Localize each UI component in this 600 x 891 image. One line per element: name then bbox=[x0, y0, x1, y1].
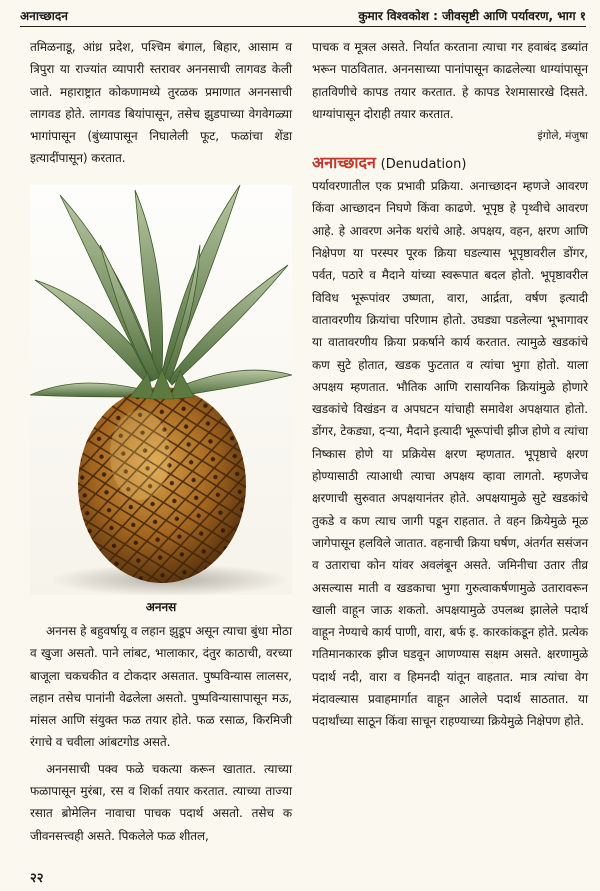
header-section-title: अनाच्छादन bbox=[20, 9, 68, 23]
left-column-top bbox=[30, 36, 292, 174]
left-paragraph-2: अननस हे बहुवर्षायू व लहान झुडूप असून त्याचा बुंधा मोठा व खुजा असतो. पाने लांबट, भालाकार, दंतुर काठाची, वरच्या बाजूला चकचकीत व टोकदार असतात. पुष्पविन्यास लालसर, लहान तसेच पानांनी वेढलेला असतो. पुष्पविन्यासापासून मऊ, मांसल आणि संयुक्त फळ तयार होते. फळ रसाळ, किरमिजी रंगाचे व चवीला आंबटगोड असते. bbox=[30, 624, 292, 750]
entry-title-marathi: अनाच्छादन bbox=[312, 153, 376, 173]
entry-heading bbox=[312, 151, 588, 173]
running-header bbox=[20, 4, 586, 27]
left-paragraph-3: अननसाची पक्व फळे चकत्या करून खातात. त्याच्या फळापासून मुरंबा, रस व शिर्का तयार करतात. त्याच्या ताज्या रसात ब्रोमेलिन नावाचा पाचक पदार्थ असतो. तसेच क जीवनसत्त्वही असते. पिकलेले फळ शीतल, bbox=[30, 761, 292, 843]
page-number: २२ bbox=[30, 871, 44, 886]
right-paragraph-1: पाचक व मूत्रल असते. निर्यात करताना त्याचा गर हवाबंद डब्यांत भरून पाठवितात. अननसाच्या पानांपासून काढलेल्या धाग्यांपासून हातविणीचे कापड तयार करतात. हे कापड रेशमासारखे दिसते. धाग्यांपासून दोराही तयार करतात. bbox=[312, 40, 588, 121]
left-column-bottom bbox=[30, 620, 292, 851]
left-paragraph-1: तमिळनाडू, आंध्र प्रदेश, पश्चिम बंगाल, बिहार, आसाम व त्रिपुरा या राज्यांत व्यापारी स्तरावर अननसाची लागवड केली जाते. महाराष्ट्रात कोकणामध्ये तुरळक प्रमाणात अननसाची लागवड होते. लागवड बियांपासून, तसेच झुडपाच्या वेगवेगळ्या भागांपासून (बुंध्यापासून निघालेली फूट, फळांचा शेंडा इत्यादींपासून) करतात. bbox=[30, 40, 292, 166]
header-book-title: कुमार विश्वकोश : जीवसृष्टी आणि पर्यावरण, भाग १ bbox=[358, 9, 586, 23]
right-paragraph-2: पर्यावरणातील एक प्रभावी प्रक्रिया. अनाच्छादन म्हणजे आवरण किंवा आच्छादन निघणे किंवा काढणे. भूपृष्ठ हे पृथ्वीचे आवरण आहे. हे आवरण अनेक थरांचे आहे. अपक्षय, वहन, क्षरण आणि निक्षेपण या परस्पर पूरक क्रिया घडल्यास भूपृष्ठावरील डोंगर, पर्वत, पठारे व मैदाने यांच्या स्वरूपात बदल होतो. भूपृष्ठावरील विविध भूरूपांवर उष्णता, वारा, आर्द्रता, वर्षण इत्यादी वातावरणीय क्रियांचा परिणाम होतो. उघड्या पडलेल्या भूभागावर या वातावरणीय क्रिया प्रकर्षाने कार्य करतात. त्यामुळे खडकांचे कण सुटे होतात, खडक फुटतात व त्यांचा भुगा होतो. याला अपक्षय म्हणतात. भौतिक आणि रासायनिक क्रियांमुळे होणारे खडकांचे विखंडन व अपघटन यांचाही समावेश अपक्षयात होतो. डोंगर, टेकड्या, दऱ्या, मैदाने इत्यादी भूरूपांची झीज होणे व त्यांचा निष्कास होणे या प्रक्रियेस क्षरण म्हणतात. भूपृष्ठाचे क्षरण होण्यासाठी त्याआधी त्याचा अपक्षय व्हावा लागतो. म्हणजेच क्षरणाची सुरुवात अपक्षयानंतर होते. अपक्षयामुळे सुटे खडकांचे तुकडे व कण त्याच जागी पडून राहतात. ते वहन क्रियेमुळे मूळ जागेपासून हलविले जातात. वहनाची क्रिया घर्षण, अंतर्गत ससंजन व उताराचा कोन यांवर अवलंबून असते. जमिनीचा उतार तीव्र असल्यास माती व खडकाचा भुगा गुरुत्वाकर्षणामुळे उतारावरून खाली वाहून जाऊ शकतो. अपक्षयामुळे उपलब्ध झालेले पदार्थ वाहून नेण्याचे कार्य पाणी, वारा, बर्फ इ. कारकांकडून होते. प्रत्येक गतिमानकारक झीज घडवून आणण्यास सक्षम असते. क्षरणामुळे पदार्थ नदी, वारा व हिमनदी यांतून वाहतात. मात्र त्यांचा वेग मंदावल्यास प्रवाहमार्गात वाहून आलेले पदार्थ साठतात. या पदार्थांच्या साठून किंवा साचून राहण्याच्या क्रियेमुळे निक्षेपण होते. bbox=[312, 179, 588, 729]
author-signature: इंगोले, मंजुषा bbox=[537, 130, 588, 143]
entry-title-english: (Denudation) bbox=[380, 157, 467, 173]
right-column bbox=[312, 36, 588, 737]
pineapple-illustration bbox=[30, 185, 292, 595]
figure-caption: अननस bbox=[145, 600, 177, 614]
pineapple-figure bbox=[30, 185, 292, 595]
